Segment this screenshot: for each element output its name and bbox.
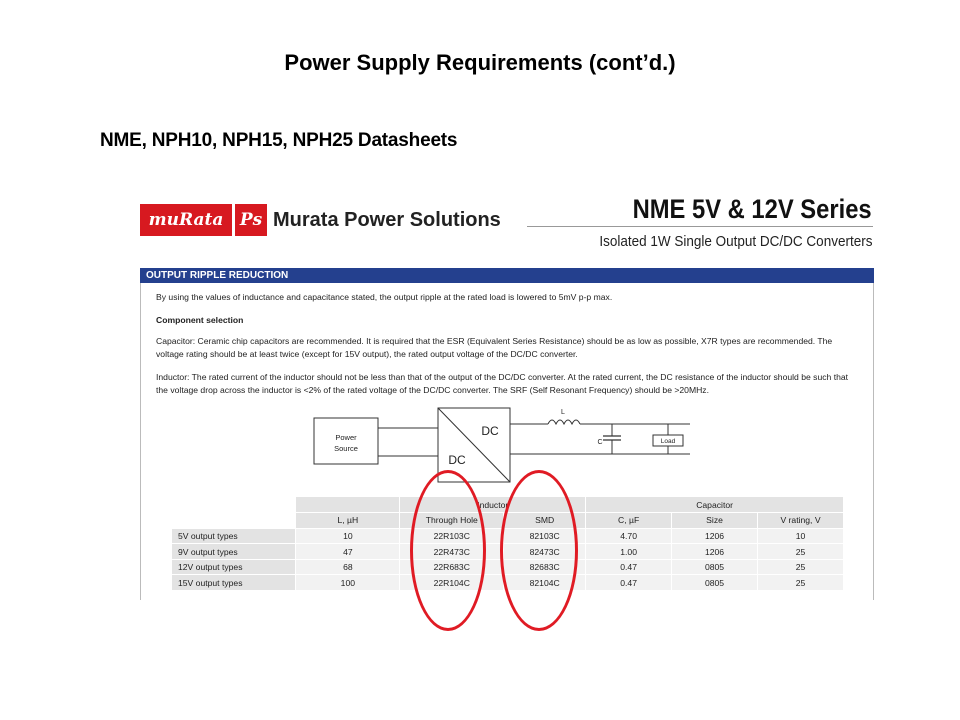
- table-cell: 10: [296, 528, 400, 544]
- ps-logo: Ps: [235, 204, 267, 236]
- capacitor-label: C: [597, 439, 603, 446]
- column-header: Through Hole: [400, 513, 504, 529]
- ripple-filter-diagram: [300, 402, 700, 490]
- row-label: 12V output types: [172, 559, 296, 575]
- table-cell: 82683C: [504, 559, 586, 575]
- table-cell: 1206: [672, 528, 758, 544]
- table-cell: 22R473C: [400, 544, 504, 560]
- component-heading: Component selection: [156, 315, 244, 325]
- section-title-bar: OUTPUT RIPPLE REDUCTION: [140, 268, 874, 283]
- table-cell: 0.47: [586, 575, 672, 591]
- intro-paragraph: By using the values of inductance and capacitance stated, the output ripple at the rated load is lowered to 5mV p-p max.: [156, 292, 613, 302]
- table-cell: 47: [296, 544, 400, 560]
- table-cell: 25: [758, 544, 844, 560]
- table-cell: 22R683C: [400, 559, 504, 575]
- row-label: 5V output types: [172, 528, 296, 544]
- table-cell: 100: [296, 575, 400, 591]
- table-cell: 22R104C: [400, 575, 504, 591]
- table-blank: [296, 497, 400, 513]
- header-divider: [527, 226, 873, 227]
- dc-top-label: DC: [481, 424, 499, 438]
- table-cell: 4.70: [586, 528, 672, 544]
- table-cell: 10: [758, 528, 844, 544]
- through-hole-highlight-ellipse: [410, 470, 486, 631]
- company-name: Murata Power Solutions: [273, 209, 501, 231]
- table-corner: [172, 513, 296, 529]
- inductor-symbol: [548, 420, 580, 424]
- column-header: Size: [672, 513, 758, 529]
- load-label: Load: [660, 438, 676, 445]
- capacitor-paragraph: Capacitor: Ceramic chip capacitors are recommended. It is required that the ESR (Equivalent Series Resistance) should be as low as possible, X7R types are recommended. The voltage rating should be at least twice (except for 15V output), the rated output voltage of the DC/DC converter.: [156, 336, 833, 359]
- table-cell: 0805: [672, 559, 758, 575]
- table-cell: 22R103C: [400, 528, 504, 544]
- table-cell: 82104C: [504, 575, 586, 591]
- table-cell: 25: [758, 575, 844, 591]
- table-cell: 25: [758, 559, 844, 575]
- series-subtitle: Isolated 1W Single Output DC/DC Converters: [598, 233, 872, 250]
- row-label: 15V output types: [172, 575, 296, 591]
- smd-highlight-ellipse: [500, 470, 578, 631]
- table-cell: 68: [296, 559, 400, 575]
- row-label: 9V output types: [172, 544, 296, 560]
- power-source-label-2: Source: [334, 444, 358, 453]
- table-cell: 82473C: [504, 544, 586, 560]
- slide-title: Power Supply Requirements (cont’d.): [284, 50, 676, 75]
- inductor-group-header: Inductor: [400, 497, 586, 513]
- power-source-label-1: Power: [335, 433, 357, 442]
- column-header: C, µF: [586, 513, 672, 529]
- column-header: SMD: [504, 513, 586, 529]
- table-cell: 0.47: [586, 559, 672, 575]
- slide-subtitle: NME, NPH10, NPH15, NPH25 Datasheets: [100, 130, 458, 151]
- table-cell: 82103C: [504, 528, 586, 544]
- column-header: V rating, V: [758, 513, 844, 529]
- table-cell: 0805: [672, 575, 758, 591]
- dc-bottom-label: DC: [448, 453, 466, 467]
- table-corner: [172, 497, 296, 513]
- capacitor-group-header: Capacitor: [586, 497, 844, 513]
- series-title: NME 5V & 12V Series: [632, 194, 872, 224]
- inductor-paragraph: Inductor: The rated current of the inductor should not be less than that of the output of the DC/DC converter. At the rated current, the DC resistance of the inductor should be such that the voltage drop across the inductor is <2% of the rated voltage of the DC/DC converter. The SRF (Self Resonant Frequency) should be >20MHz.: [156, 372, 849, 395]
- murata-logo: muRata: [140, 204, 232, 236]
- table-cell: 1206: [672, 544, 758, 560]
- column-header: L, µH: [296, 513, 400, 529]
- inductor-label: L: [561, 409, 565, 416]
- table-cell: 1.00: [586, 544, 672, 560]
